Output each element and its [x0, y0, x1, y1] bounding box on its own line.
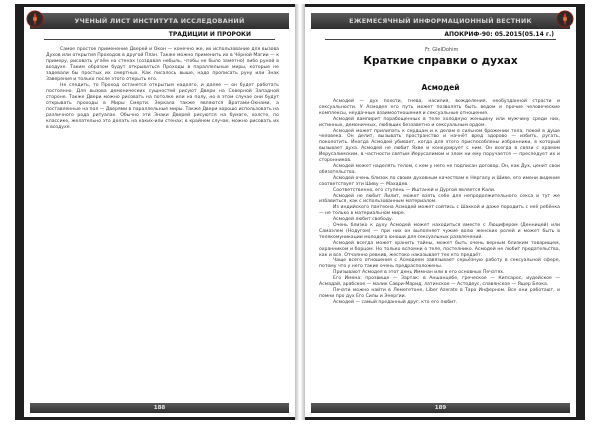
right-paragraph: Асмодей может наделять телом, с кем у него не подписан договор. Он, как Дух, ценит свои обязательства. — [319, 163, 560, 175]
left-section-label: ТРАДИЦИИ И ПРОРОКИ — [168, 31, 251, 38]
right-paragraph: Асмодей всегда может хранить тайны, может быть очень верным близким товарищем, охранником и борцом. Но только вспомни о теле, постелнико. Асмодей не любит предательства, как и все. Отчаянно ревнив, жестоко наказывает тех кто предаёт. — [319, 240, 560, 258]
right-header-rule — [325, 39, 556, 40]
left-paragraph: Не следить, то Проход останется открытым надолго, и далее — он будет работать постоянно. Для вызова демонических сущностей рисуют Двери на Северной Западной стороне. Также Двери можно рисовать на потолке или на полу, но в этом случае они будут открывать проходы в Миры Смерти. Зеркала также являются Вратами-Окнами, а поставленные на пол — Дверями в параллельные миры. Также Двери хорошо использовать на различного рода ритуалах. Обычно эти Знаки Дверей рисуются на бумаге, холсте, по классике, желательно это делать на каких-или стенах; в крайнем случае, можно рисовать их в воздухе. — [46, 83, 279, 130]
article-author: Fr. GlelDohim — [425, 47, 459, 53]
right-page-number: 189 — [434, 405, 447, 411]
right-section-label: АПОКРИФ-90: 05.2015(05.14 г.) — [444, 31, 554, 38]
right-paragraph: Асмодей вампирит порабощенных в теле холодную женщину или мужчину среди них, истинных, демоничных, любящих беззаветно и сексуальным ордом. — [319, 116, 560, 128]
right-paragraph: Соответственно, его ступень — Иштаней и Дургой является Кали. — [333, 187, 496, 193]
right-paragraph: Асмодей может прилипать к сердцам и к делам в сильном брожении тела, покой в душе человека. Он делит, вызывать пространство и начнёт вред здорово — избить, ругать, поколотить. Иногда Асмодей убивает, когда для этого приспособлены избранники, в который вызывает духа. Асмодей не любит Яхве и конкурирует с ним. Он всегда в связи с храмом Иерусалимским, в частности святым Иерусалимом и злом ни ему поручается — преследует их и сторонников. — [319, 128, 560, 164]
left-header-band — [30, 13, 289, 29]
right-paragraph: Асмодей — самый преданный друг, кто его любит. — [333, 299, 458, 305]
right-paragraph: Из индийского пантеона Асмодей может сойтись с Шаккой и даже породить с неё ребёнка — не только в материальном мире. — [319, 205, 560, 217]
left-page — [15, 4, 295, 420]
left-body-text — [46, 47, 279, 131]
right-header-band — [311, 13, 570, 29]
right-paragraph: Призывают Асмодея в этот день Иммнан или в его основных Печатях. — [333, 270, 505, 276]
right-body-text — [319, 99, 560, 306]
article-title: Краткие справки о духах — [363, 55, 518, 67]
right-paragraph: Чаще всего отношения с Асмодеем завязывает серьёзную работу в сексуальной сфере, потому что у него такие очень предрасположены. — [319, 258, 560, 270]
emblem-icon — [556, 10, 574, 28]
right-paragraph: Очень близко к духу Асмодей может находиться вместе с Люцифером (Денницей) или Самаэлем (Нодугом) — при них он выполняет чужие волю женских ролей и может быть в телекомуникации молодого юноши для сексуальных развлечений. — [319, 223, 560, 240]
left-page-number: 188 — [153, 405, 166, 411]
left-header-title: УЧЕНЫЙ ЛИСТ ИНСТИТУТА ИССЛЕДОВАНИЙ — [74, 17, 245, 25]
right-paragraph: Его Имена: прозвище — Зартак: в Аншанцебе, греческое — Кипсарос, иудейское — Асмадай, арабское — малик Саври-Марид, латинское — Астодеус, славянское — Ящер Блока. — [319, 276, 560, 288]
left-paragraph: Самое простое применение Дверей и Окон — конечно же, их использование для вызова Духов или открытия Проходов в другой План. Также можно применить их в Чёрной Магии — к примеру, рисовать углём на стенах (создавая небыль, чтобы не было заметно) либо руной в воздухе. Таким образом будут открываться Проходы в параллельные миры, которые не задевали бы простых их смертных. Как писалось выше, надо прописать руну или Знак Заверения и только после этого открыть его. — [46, 47, 279, 82]
right-header-title: ЕЖЕМЕСЯЧНЫЙ ИНФОРМАЦИОННЫЙ ВЕСТНИК — [349, 17, 532, 25]
book-gutter — [295, 4, 305, 420]
right-paragraph: Асмодей очень близок по своим духовным качествам к Нергалу и Шиве, его имени видение соответствует эти Шиву — Махадев. — [319, 175, 560, 187]
emblem-icon — [26, 10, 44, 28]
right-paragraph: Асмодей не любит Лилит, может взять себе для непродолжительного секса и тут же избавиться, как с использованным материалом. — [319, 193, 560, 205]
right-paragraph: Асмодей любит свободу. — [333, 217, 394, 223]
right-paragraph: Асмодей — дух похоти, гнева, насилия, вожделения, необузданной страсти и сексуальности. У Асмодея его путь может позволять быть ведом и прочие человеческие комплексы, неудачные взаимоотношения и сексуальные отношения. — [319, 99, 560, 116]
article-subtitle: Асмодей — [421, 83, 460, 92]
right-page — [305, 4, 585, 420]
left-header-rule — [44, 39, 275, 40]
right-paragraph: Печати можно найти в Лемегетоне, Liber Azerate в Таро Инферном. Все они работают, и помни про дух Его Силы и Энергии. — [319, 288, 560, 299]
